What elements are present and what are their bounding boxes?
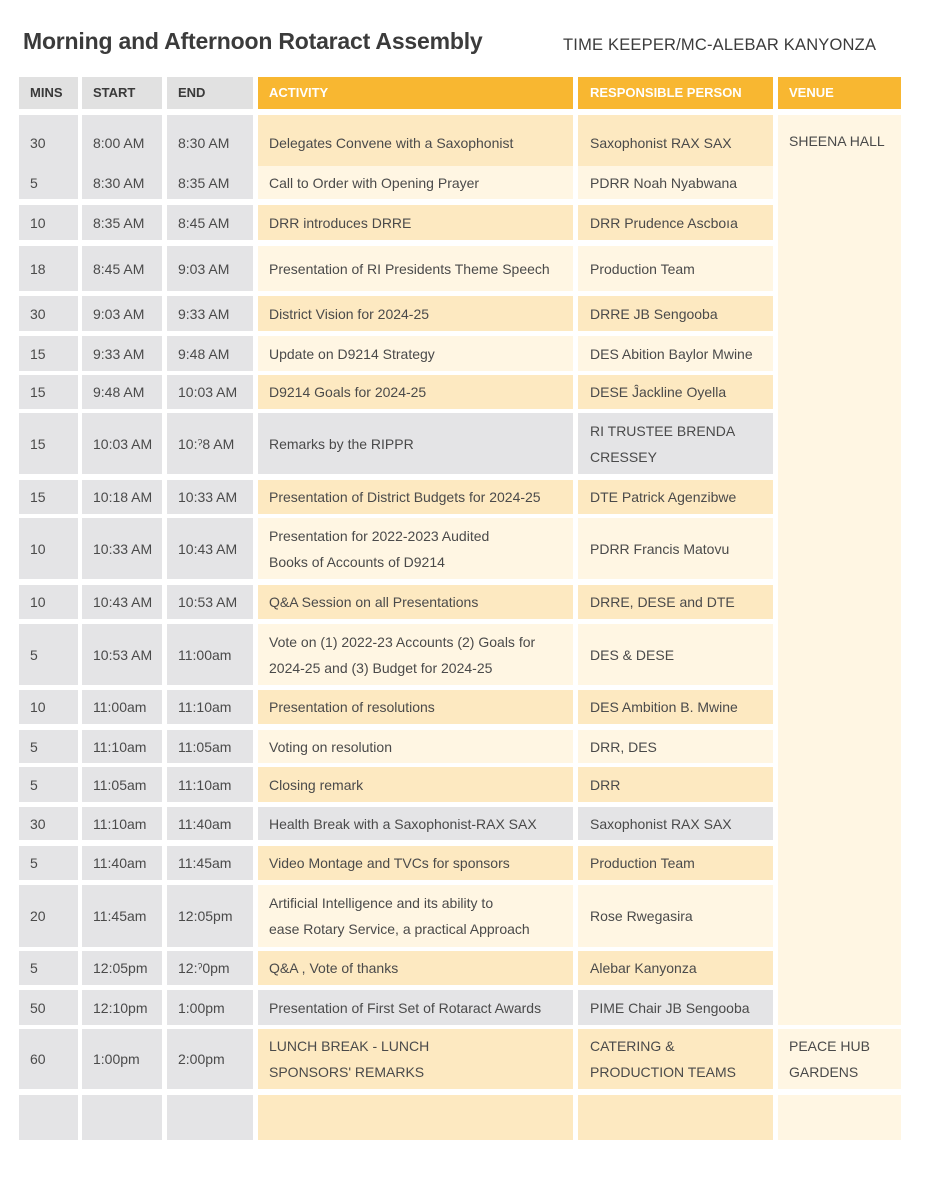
activity-cell: District Vision for 2024-25 <box>258 296 573 331</box>
start-cell: 1:00pm <box>82 1029 162 1089</box>
page-title: Morning and Afternoon Rotaract Assembly <box>23 28 483 54</box>
activity-cell: Update on D9214 Strategy <box>258 336 573 371</box>
start-cell: 10:43 AM <box>82 585 162 619</box>
start-cell: 9:03 AM <box>82 296 162 331</box>
header-venue: VENUE <box>778 77 901 109</box>
table-row <box>0 690 937 724</box>
responsible-cell: DTE Patrick Agenzibwe <box>578 480 773 514</box>
activity-cell: LUNCH BREAK - LUNCH SPONSORS' REMARKS <box>258 1029 573 1089</box>
time-keeper-label: TIME KEEPER/MC-ALEBAR KANYONZA <box>563 36 877 54</box>
start-cell: 8:30 AM <box>82 166 162 199</box>
responsible-cell: Production Team <box>578 246 773 291</box>
venue-sheena-hall: SHEENA HALL <box>789 133 885 149</box>
responsible-cell: DRRE JB Senɡooba <box>578 296 773 331</box>
end-cell: 8:35 AM <box>167 166 253 199</box>
activity-cell: Presentation of First Set of Rotaract Awards <box>258 990 573 1025</box>
mins-cell: 10 <box>19 518 78 579</box>
activity-cell: Video Montage and TVCs for sponsors <box>258 846 573 880</box>
activity-cell: Closing remark <box>258 767 573 802</box>
start-cell: 12:05pm <box>82 951 162 985</box>
end-cell: 10:43 AM <box>167 518 253 579</box>
start-cell: 11:10am <box>82 730 162 763</box>
mins-cell: 5 <box>19 166 78 199</box>
responsible-cell: DRR, DES <box>578 730 773 763</box>
activity-cell: DRR introduces DRRE <box>258 205 573 240</box>
start-cell: 10:53 AM <box>82 624 162 685</box>
activity-cell: Call to Order with Opening Prayer <box>258 166 573 199</box>
start-cell: 10:33 AM <box>82 518 162 579</box>
table-row <box>0 480 937 514</box>
mins-cell: 5 <box>19 767 78 802</box>
mins-cell: 5 <box>19 951 78 985</box>
responsible-cell: Alebar Kanyonza <box>578 951 773 985</box>
header-end: END <box>167 77 253 109</box>
end-cell: 11:45am <box>167 846 253 880</box>
end-cell: 10:33 AM <box>167 480 253 514</box>
end-cell: 9:03 AM <box>167 246 253 291</box>
venue-cell: PEACE HUB GARDENS <box>778 1029 901 1089</box>
start-cell: 9:33 AM <box>82 336 162 371</box>
start-cell: 8:00 AM <box>82 115 162 170</box>
end-cell: 11:40am <box>167 807 253 840</box>
responsible-cell: RI TRUSTEE BRENDA CRESSEY <box>578 413 773 474</box>
header-mins: MINS <box>19 77 78 109</box>
activity-cell: Q&A Session on all Presentations <box>258 585 573 619</box>
mins-cell <box>19 1095 78 1140</box>
table-row <box>0 296 937 331</box>
end-cell: 1:00pm <box>167 990 253 1025</box>
table-header <box>0 77 937 109</box>
table-row <box>0 115 937 170</box>
start-cell: 11:40am <box>82 846 162 880</box>
activity-cell: Presentation for 2022-2023 Audited Books of Accounts of D9214 <box>258 518 573 579</box>
mins-cell: 18 <box>19 246 78 291</box>
activity-cell: Voting on resolution <box>258 730 573 763</box>
mins-cell: 10 <box>19 205 78 240</box>
mins-cell: 60 <box>19 1029 78 1089</box>
table-row <box>0 413 937 474</box>
end-cell: 8:30 AM <box>167 115 253 170</box>
end-cell: 12:ˀ0pm <box>167 951 253 985</box>
table-row <box>0 585 937 619</box>
responsible-cell: DRRE, DESE and DTE <box>578 585 773 619</box>
responsible-cell: CATERING & PRODUCTION TEAMS <box>578 1029 773 1089</box>
end-cell: 2:00pm <box>167 1029 253 1089</box>
end-cell: 8:45 AM <box>167 205 253 240</box>
activity-cell: Presentation of resolutions <box>258 690 573 724</box>
mins-cell: 5 <box>19 624 78 685</box>
end-cell: 12:05pm <box>167 885 253 947</box>
responsible-cell: Production Team <box>578 846 773 880</box>
table-row <box>0 846 937 880</box>
table-row <box>0 166 937 199</box>
table-row <box>0 767 937 802</box>
table-row <box>0 990 937 1025</box>
start-cell: 11:10am <box>82 807 162 840</box>
responsible-cell: Saxophonist RAX SAX <box>578 115 773 170</box>
end-cell: 10:03 AM <box>167 375 253 409</box>
start-cell: 10:03 AM <box>82 413 162 474</box>
mins-cell: 15 <box>19 413 78 474</box>
table-row <box>0 518 937 579</box>
responsible-cell: DES Ambition B. Mwine <box>578 690 773 724</box>
activity-cell: Remarks by the RIPPR <box>258 413 573 474</box>
table-row <box>0 375 937 409</box>
mins-cell: 20 <box>19 885 78 947</box>
start-cell: 11:45am <box>82 885 162 947</box>
table-row <box>0 1095 937 1140</box>
table-row <box>0 624 937 685</box>
activity-cell: Health Break with a Saxophonist-RAX SAX <box>258 807 573 840</box>
header-responsible: RESPONSIBLE PERSON <box>578 77 773 109</box>
responsible-cell: DES & DESE <box>578 624 773 685</box>
table-row <box>0 885 937 947</box>
activity-cell: D9214 Goals for 2024-25 <box>258 375 573 409</box>
end-cell: 10:53 AM <box>167 585 253 619</box>
activity-cell: Presentation of RI Presidents Theme Speech <box>258 246 573 291</box>
table-row <box>0 951 937 985</box>
mins-cell: 10 <box>19 690 78 724</box>
responsible-cell: DRR <box>578 767 773 802</box>
activity-cell: Vote on (1) 2022-23 Accounts (2) Goals for 2024-25 and (3) Budget for 2024-25 <box>258 624 573 685</box>
mins-cell: 30 <box>19 296 78 331</box>
table-row <box>0 246 937 291</box>
start-cell: 8:45 AM <box>82 246 162 291</box>
table-row <box>0 730 937 763</box>
start-cell: 8:35 AM <box>82 205 162 240</box>
start-cell: 10:18 AM <box>82 480 162 514</box>
end-cell: 9:33 AM <box>167 296 253 331</box>
start-cell: 11:05am <box>82 767 162 802</box>
start-cell: 9:48 AM <box>82 375 162 409</box>
activity-cell: Delegates Convene with a Saxophonist <box>258 115 573 170</box>
responsible-cell: DES Abition Baylor Mwine <box>578 336 773 371</box>
end-cell: 11:00am <box>167 624 253 685</box>
responsible-cell: DRR Prudence Ascboıa <box>578 205 773 240</box>
start-cell: 12:10pm <box>82 990 162 1025</box>
mins-cell: 10 <box>19 585 78 619</box>
responsible-cell <box>578 1095 773 1140</box>
mins-cell: 5 <box>19 846 78 880</box>
start-cell: 11:00am <box>82 690 162 724</box>
end-cell: 11:05am <box>167 730 253 763</box>
activity-cell: Q&A , Vote of thanks <box>258 951 573 985</box>
mins-cell: 15 <box>19 375 78 409</box>
responsible-cell: PDRR Noah Nyabwana <box>578 166 773 199</box>
responsible-cell: Rose Rwegasira <box>578 885 773 947</box>
mins-cell: 30 <box>19 807 78 840</box>
activity-cell: Artificial Intelligence and its ability to ease Rotary Service, a practical Approach <box>258 885 573 947</box>
mins-cell: 50 <box>19 990 78 1025</box>
mins-cell: 15 <box>19 336 78 371</box>
table-row <box>0 807 937 840</box>
table-row <box>0 1029 937 1089</box>
start-cell <box>82 1095 162 1140</box>
venue-cell <box>778 1095 901 1140</box>
mins-cell: 15 <box>19 480 78 514</box>
end-cell <box>167 1095 253 1140</box>
table-row <box>0 205 937 240</box>
table-row <box>0 336 937 371</box>
end-cell: 11:10am <box>167 690 253 724</box>
header-activity: ACTIVITY <box>258 77 573 109</box>
responsible-cell: PIME Chair JB Sengooba <box>578 990 773 1025</box>
mins-cell: 5 <box>19 730 78 763</box>
responsible-cell: DESE Ĵackline Oyella <box>578 375 773 409</box>
header-start: START <box>82 77 162 109</box>
end-cell: 10:ˀ8 AM <box>167 413 253 474</box>
end-cell: 9:48 AM <box>167 336 253 371</box>
responsible-cell: PDRR Francis Matovu <box>578 518 773 579</box>
activity-cell: Presentation of District Budgets for 2024-25 <box>258 480 573 514</box>
responsible-cell: Saxophonist RAX SAX <box>578 807 773 840</box>
end-cell: 11:10am <box>167 767 253 802</box>
activity-cell <box>258 1095 573 1140</box>
mins-cell: 30 <box>19 115 78 170</box>
